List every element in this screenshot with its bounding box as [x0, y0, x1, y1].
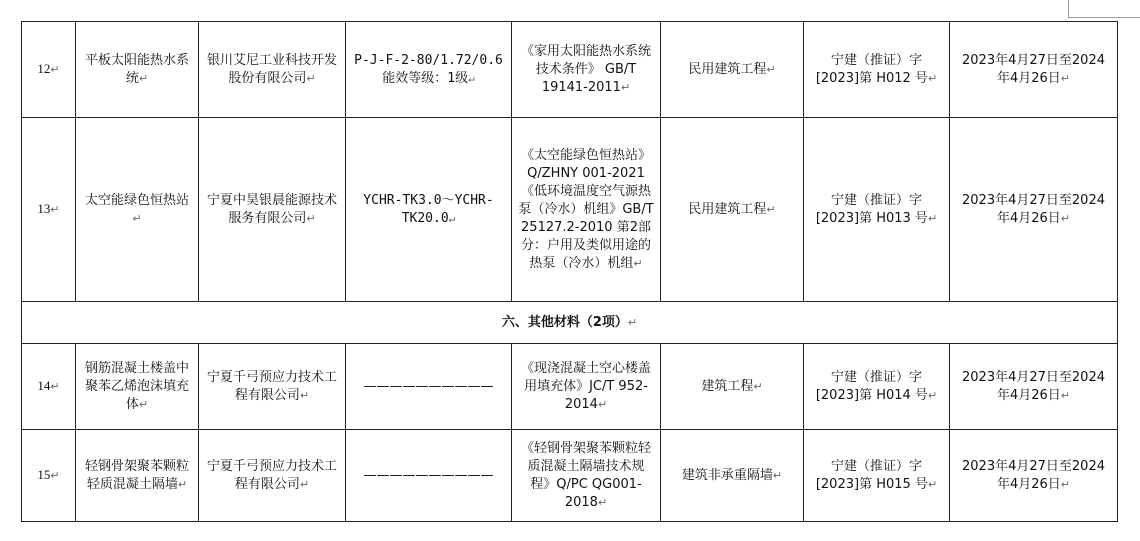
spec-cell: P-J-F-2-80/1.72/0.6 能效等级：1级↵: [346, 22, 512, 118]
validity-cell: 2023年4月27日至2024年4月26日↵: [950, 22, 1118, 118]
standard-cell: 《家用太阳能热水系统技术条件》 GB/T 19141-2011↵: [512, 22, 661, 118]
spec-cell: ——————————: [346, 430, 512, 522]
company-cell: 宁夏千弓预应力技术工程有限公司↵: [199, 430, 346, 522]
row-number-cell: 15↵: [22, 430, 76, 522]
row-number-cell: 14↵: [22, 344, 76, 430]
certificate-number-cell: 宁建（推证）字[2023]第 H013 号↵: [804, 118, 950, 302]
page-corner-mark: [1068, 0, 1069, 18]
standard-cell: 《太空能绿色恒热站》Q/ZHNY 001-2021《低环境温度空气源热泵（冷水）机组》GB/T 25127.2-2010 第2部分：户用及类似用途的热泵（冷水）机组↵: [512, 118, 661, 302]
scope-cell: 民用建筑工程↵: [661, 118, 804, 302]
scope-cell: 民用建筑工程↵: [661, 22, 804, 118]
spec-cell: ——————————: [346, 344, 512, 430]
section-header-row: [22, 302, 1118, 344]
standard-cell: 《现浇混凝土空心楼盖用填充体》JC/T 952-2014↵: [512, 344, 661, 430]
standard-cell: 《轻钢骨架聚苯颗粒轻质混凝土隔墙技术规程》Q/PC QG001-2018↵: [512, 430, 661, 522]
product-name-cell: 太空能绿色恒热站↵: [76, 118, 199, 302]
table-row: [22, 22, 1118, 118]
validity-cell: 2023年4月27日至2024年4月26日↵: [950, 344, 1118, 430]
table-row: [22, 430, 1118, 522]
validity-cell: 2023年4月27日至2024年4月26日↵: [950, 118, 1118, 302]
scope-cell: 建筑非承重隔墙↵: [661, 430, 804, 522]
row-number-cell: 12↵: [22, 22, 76, 118]
product-name-cell: 钢筋混凝土楼盖中聚苯乙烯泡沫填充体↵: [76, 344, 199, 430]
company-cell: 宁夏千弓预应力技术工程有限公司↵: [199, 344, 346, 430]
section-header: 六、其他材料（2项）↵: [22, 302, 1118, 344]
certificate-number-cell: 宁建（推证）字[2023]第 H012 号↵: [804, 22, 950, 118]
certificate-number-cell: 宁建（推证）字[2023]第 H015 号↵: [804, 430, 950, 522]
table-row: [22, 344, 1118, 430]
table-row: [22, 118, 1118, 302]
company-cell: 宁夏中昊银晨能源技术服务有限公司↵: [199, 118, 346, 302]
row-number-cell: 13↵: [22, 118, 76, 302]
company-cell: 银川艾尼工业科技开发股份有限公司↵: [199, 22, 346, 118]
scope-cell: 建筑工程↵: [661, 344, 804, 430]
product-name-cell: 平板太阳能热水系统↵: [76, 22, 199, 118]
validity-cell: 2023年4月27日至2024年4月26日↵: [950, 430, 1118, 522]
page-corner-mark: [1068, 17, 1140, 18]
spec-cell: YCHR-TK3.0～YCHR-TK20.0↵: [346, 118, 512, 302]
certificate-number-cell: 宁建（推证）字[2023]第 H014 号↵: [804, 344, 950, 430]
certificate-table: [21, 21, 1118, 522]
product-name-cell: 轻钢骨架聚苯颗粒轻质混凝土隔墙↵: [76, 430, 199, 522]
